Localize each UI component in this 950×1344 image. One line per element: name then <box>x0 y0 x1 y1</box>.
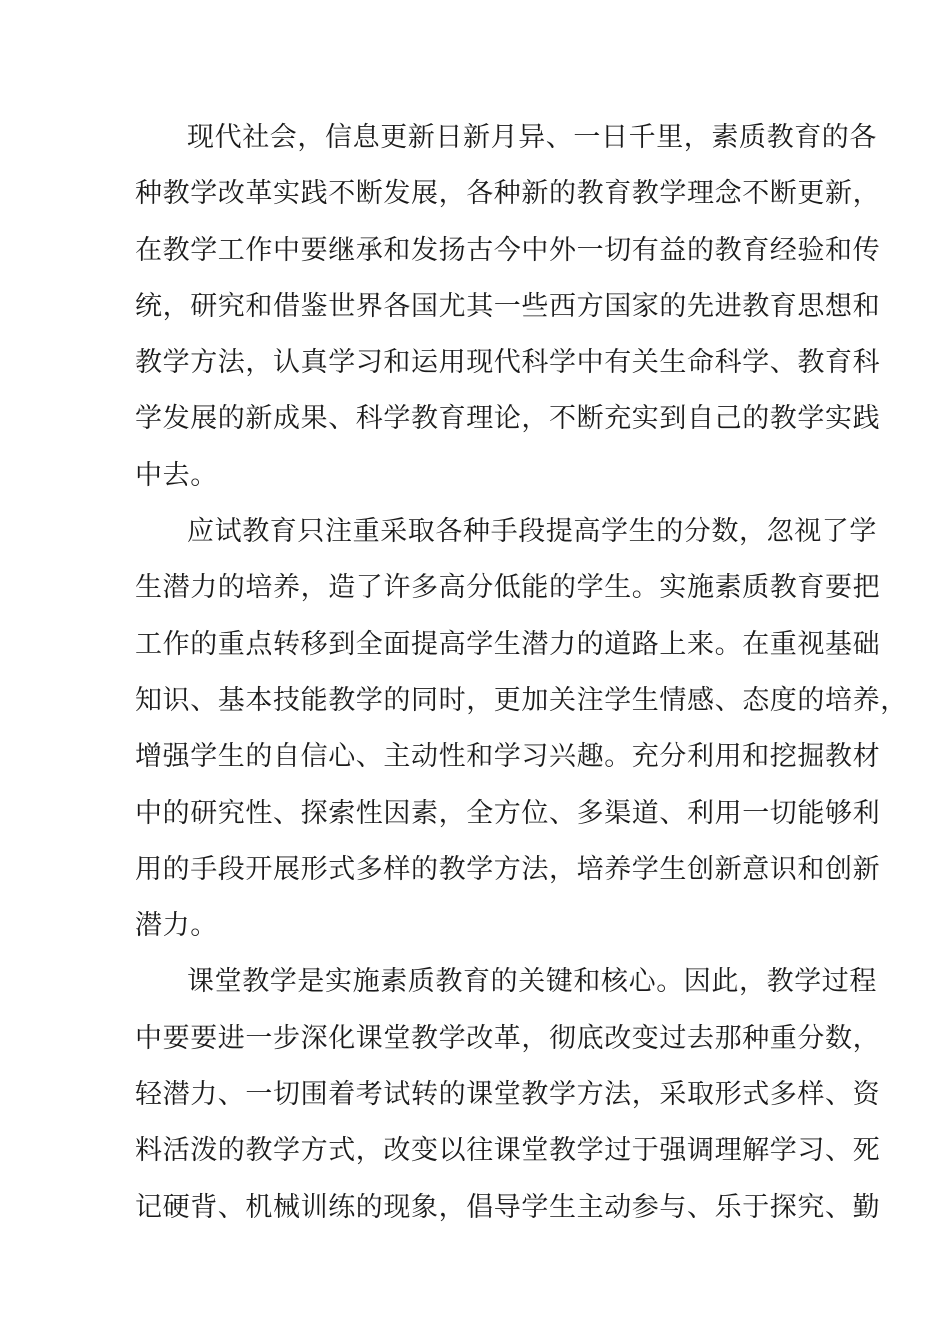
text-line: 增强学生的自信心、主动性和学习兴趣。充分利用和挖掘教材 <box>135 741 881 773</box>
paragraph-1 <box>135 110 881 504</box>
text-line: 中去。 <box>135 459 218 491</box>
text-line: 工作的重点转移到全面提高学生潜力的道路上来。在重视基础 <box>135 628 881 660</box>
document-body <box>135 110 908 1236</box>
text-line: 教学方法，认真学习和运用现代科学中有关生命科学、教育科 <box>135 347 881 379</box>
text-line: 生潜力的培养，造了许多高分低能的学生。实施素质教育要把 <box>135 572 881 604</box>
text-line: 用的手段开展形式多样的教学方法，培养学生创新意识和创新 <box>135 853 881 885</box>
text-line: 料活泼的教学方式，改变以往课堂教学过于强调理解学习、死 <box>135 1135 881 1167</box>
text-line: 中要要进一步深化课堂教学改革，彻底改变过去那种重分数， <box>135 1022 881 1054</box>
paragraph-2 <box>135 504 908 954</box>
text-line: 统，研究和借鉴世界各国尤其一些西方国家的先进教育思想和 <box>135 290 881 322</box>
text-line: 应试教育只注重采取各种手段提高学生的分数，忽视了学 <box>187 516 877 548</box>
text-line: 中的研究性、探索性因素，全方位、多渠道、利用一切能够利 <box>135 797 881 829</box>
text-line: 轻潜力、一切围着考试转的课堂教学方法，采取形式多样、资 <box>135 1079 881 1111</box>
paragraph-3 <box>135 954 881 1235</box>
text-line: 种教学改革实践不断发展，各种新的教育教学理念不断更新， <box>135 178 881 210</box>
text-line: 知识、基本技能教学的同时，更加关注学生情感、态度的培养， <box>135 684 908 716</box>
text-line: 课堂教学是实施素质教育的关键和核心。因此，教学过程 <box>187 966 877 998</box>
text-line: 现代社会，信息更新日新月异、一日千里，素质教育的各 <box>187 122 877 153</box>
text-line: 潜力。 <box>135 910 218 942</box>
text-line: 学发展的新成果、科学教育理论，不断充实到自己的教学实践 <box>135 403 881 435</box>
text-line: 记硬背、机械训练的现象，倡导学生主动参与、乐于探究、勤 <box>135 1191 881 1223</box>
text-line: 在教学工作中要继承和发扬古今中外一切有益的教育经验和传 <box>135 234 881 266</box>
